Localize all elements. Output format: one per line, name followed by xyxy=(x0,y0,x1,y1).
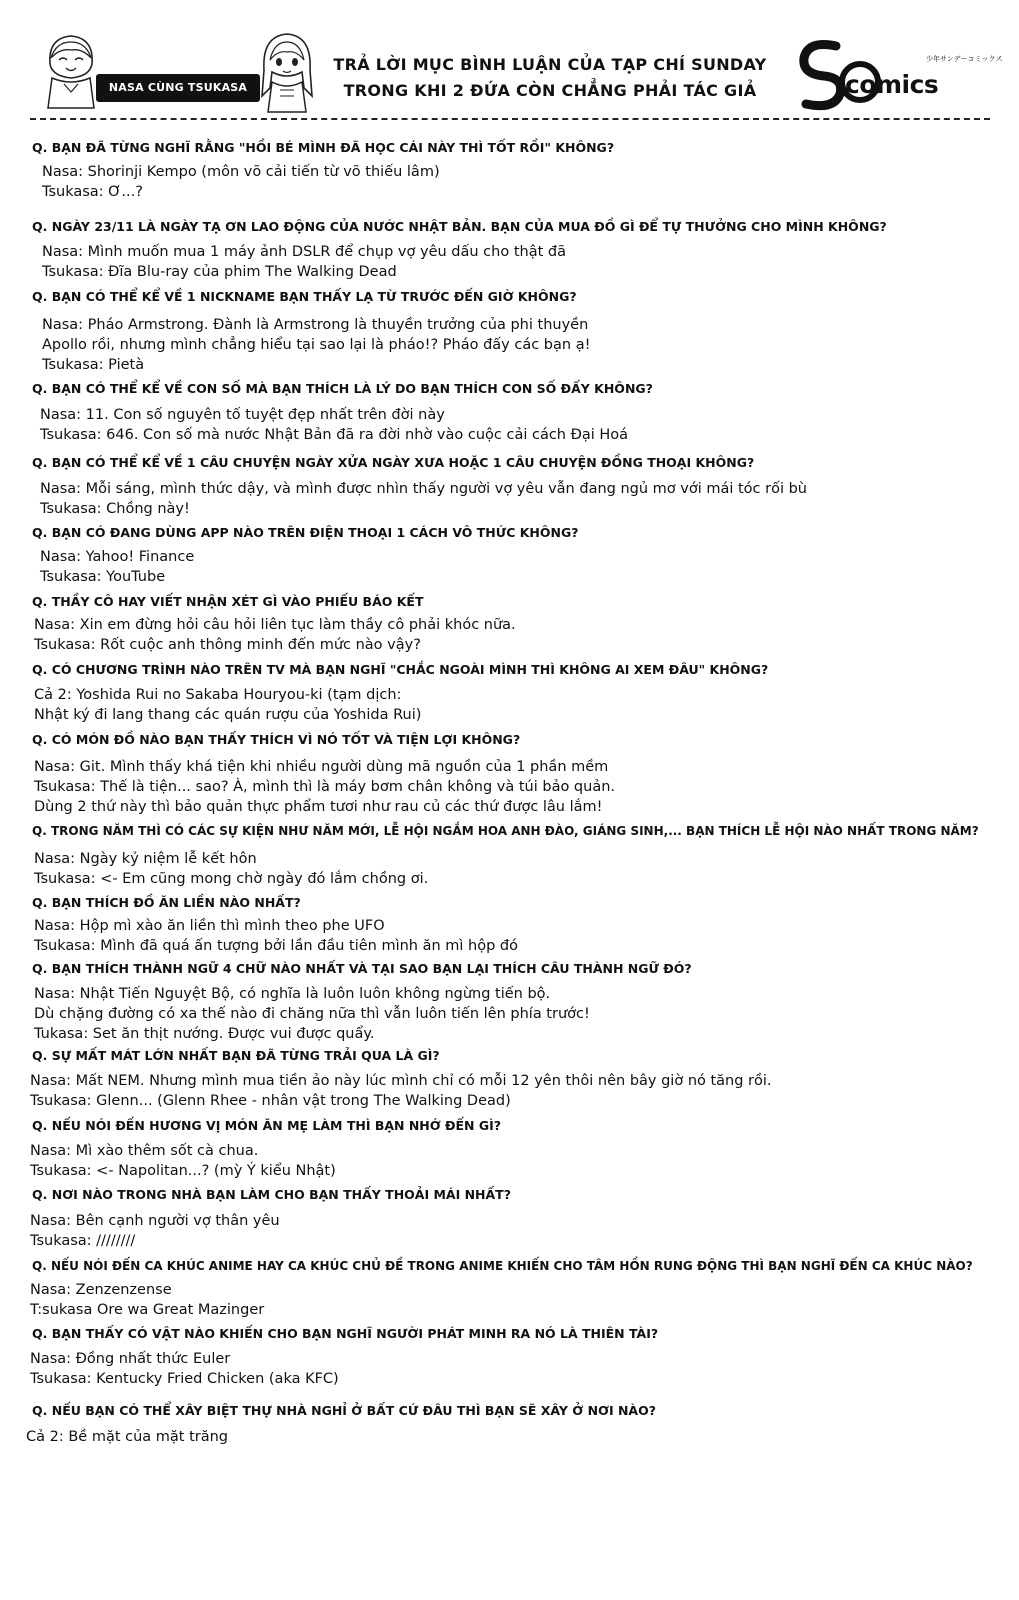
dashed-divider xyxy=(30,118,990,120)
answer-13-line-2: Tsukasa: Glenn... (Glenn Rhee - nhân vật trong The Walking Dead) xyxy=(30,1093,511,1109)
title-line-1: TRẢ LỜI MỤC BÌNH LUẬN CỦA TẠP CHÍ SUNDAY xyxy=(333,55,767,74)
answer-4-line-2: Tsukasa: 646. Con số mà nước Nhật Bản đã ra đời nhờ vào cuộc cải cách Đại Hoá xyxy=(40,427,629,443)
title-line-2: TRONG KHI 2 ĐỨA CÒN CHẲNG PHẢI TÁC GIẢ xyxy=(343,81,757,100)
answer-18-line-1: Cả 2: Bề mặt của mặt trăng xyxy=(26,1429,229,1445)
question-1: Q. BẠN ĐÃ TỪNG NGHĨ RẰNG "HỒI BÉ MÌNH ĐÃ HỌC CÁI NÀY THÌ TỐT RỒI" KHÔNG? xyxy=(32,140,615,155)
answer-2-line-1: Nasa: Mình muốn mua 1 máy ảnh DSLR để chụp vợ yêu dấu cho thật đã xyxy=(42,244,566,260)
page-title xyxy=(330,52,770,104)
answer-6-line-2: Tsukasa: YouTube xyxy=(40,569,166,585)
answer-10-line-2: Tsukasa: <- Em cũng mong chờ ngày đó lắm chồng ơi. xyxy=(34,871,429,887)
answer-15-line-1: Nasa: Bên cạnh người vợ thân yêu xyxy=(30,1213,280,1229)
answer-16-line-1: Nasa: Zenzenzense xyxy=(30,1282,172,1298)
question-7: Q. THẦY CÔ HAY VIẾT NHẬN XÉT GÌ VÀO PHIẾU BÁO KẾT xyxy=(32,594,424,609)
answer-17-line-2: Tsukasa: Kentucky Fried Chicken (aka KFC) xyxy=(30,1371,339,1387)
answer-8-line-1: Cả 2: Yoshida Rui no Sakaba Houryou-ki (tạm dịch: xyxy=(34,687,402,703)
answer-9-line-1: Nasa: Git. Mình thấy khá tiện khi nhiều người dùng mã nguồn của 1 phần mềm xyxy=(34,759,609,775)
answer-12-line-1: Nasa: Nhật Tiến Nguyệt Bộ, có nghĩa là luôn luôn không ngừng tiến bộ. xyxy=(34,986,551,1002)
answer-14-line-1: Nasa: Mì xào thêm sốt cà chua. xyxy=(30,1143,259,1159)
question-12: Q. BẠN THÍCH THÀNH NGỮ 4 CHỮ NÀO NHẤT VÀ TẠI SAO BẠN LẠI THÍCH CÂU THÀNH NGỮ ĐÓ? xyxy=(32,961,692,976)
answer-10-line-1: Nasa: Ngày kỷ niệm lễ kết hôn xyxy=(34,851,257,867)
answer-8-line-2: Nhật ký đi lang thang các quán rượu của Yoshida Rui) xyxy=(34,707,422,723)
page-header xyxy=(0,0,1019,130)
question-2: Q. NGÀY 23/11 LÀ NGÀY TẠ ƠN LAO ĐỘNG CỦA NƯỚC NHẬT BẢN. BẠN CỦA MUA ĐỒ GÌ ĐỂ TỰ THƯỞNG CHO MÌNH KHÔNG? xyxy=(32,219,887,234)
answer-4-line-1: Nasa: 11. Con số nguyên tố tuyệt đẹp nhất trên đời này xyxy=(40,407,445,423)
question-5: Q. BẠN CÓ THỂ KỂ VỀ 1 CÂU CHUYỆN NGÀY XỬA NGÀY XƯA HOẶC 1 CÂU CHUYỆN ĐỒNG THOẠI KHÔNG? xyxy=(32,455,755,470)
tsukasa-chibi-illustration xyxy=(258,30,316,114)
answer-12-line-3: Tukasa: Set ăn thịt nướng. Được vui được quẩy. xyxy=(34,1026,375,1042)
question-16: Q. NẾU NÓI ĐẾN CA KHÚC ANIME HAY CA KHÚC CHỦ ĐỀ TRONG ANIME KHIẾN CHO TÂM HỒN RUNG ĐỘNG THÌ BẠN NGHĨ ĐẾN CA KHÚC NÀO? xyxy=(32,1259,973,1273)
question-4: Q. BẠN CÓ THỂ KỂ VỀ CON SỐ MÀ BẠN THÍCH LÀ LÝ DO BẠN THÍCH CON SỐ ĐẤY KHÔNG? xyxy=(32,381,653,396)
answer-14-line-2: Tsukasa: <- Napolitan...? (mỳ Ý kiểu Nhật) xyxy=(30,1163,336,1179)
answer-17-line-1: Nasa: Đồng nhất thức Euler xyxy=(30,1351,231,1367)
question-17: Q. BẠN THẤY CÓ VẬT NÀO KHIẾN CHO BẠN NGHĨ NGƯỜI PHÁT MINH RA NÓ LÀ THIÊN TÀI? xyxy=(32,1326,659,1341)
logo-wordmark: comics xyxy=(845,70,939,99)
answer-1-line-2: Tsukasa: Ơ...? xyxy=(42,184,143,200)
question-18: Q. NẾU BẠN CÓ THỂ XÂY BIỆT THỰ NHÀ NGHỈ Ở BẤT CỨ ĐÂU THÌ BẠN SẼ XÂY Ở NƠI NÀO? xyxy=(32,1403,656,1418)
answer-5-line-1: Nasa: Mỗi sáng, mình thức dậy, và mình được nhìn thấy người vợ yêu vẫn đang ngủ mơ với mái tóc rối bù xyxy=(40,481,807,497)
answer-6-line-1: Nasa: Yahoo! Finance xyxy=(40,549,195,565)
answer-11-line-2: Tsukasa: Mình đã quá ấn tượng bởi lần đầu tiên mình ăn mì hộp đó xyxy=(34,938,519,954)
logo-tagline: 少年サンデーコミックス xyxy=(926,55,1003,63)
question-13: Q. SỰ MẤT MÁT LỚN NHẤT BẠN ĐÃ TỪNG TRẢI QUA LÀ GÌ? xyxy=(32,1048,440,1063)
answer-7-line-1: Nasa: Xin em đừng hỏi câu hỏi liên tục làm thầy cô phải khóc nữa. xyxy=(34,617,516,633)
answer-1-line-1: Nasa: Shorinji Kempo (môn võ cải tiến từ võ thiếu lâm) xyxy=(42,164,440,180)
answer-3-line-1: Nasa: Pháo Armstrong. Đành là Armstrong là thuyền trưởng của phi thuyền xyxy=(42,317,589,333)
answer-9-line-3: Dùng 2 thứ này thì bảo quản thực phẩm tươi như rau củ các thứ được lâu lắm! xyxy=(34,799,603,815)
question-14: Q. NẾU NÓI ĐẾN HƯƠNG VỊ MÓN ĂN MẸ LÀM THÌ BẠN NHỚ ĐẾN GÌ? xyxy=(32,1118,502,1133)
question-9: Q. CÓ MÓN ĐỒ NÀO BẠN THẤY THÍCH VÌ NÓ TỐT VÀ TIỆN LỢI KHÔNG? xyxy=(32,732,521,747)
answer-3-line-2: Apollo rồi, nhưng mình chẳng hiểu tại sao lại là pháo!? Pháo đấy các bạn ạ! xyxy=(42,337,591,353)
answer-16-line-2: T:sukasa Ore wa Great Mazinger xyxy=(30,1302,265,1318)
answer-9-line-2: Tsukasa: Thế là tiện... sao? À, mình thì là máy bơm chân không và túi bảo quản. xyxy=(34,779,616,795)
answer-13-line-1: Nasa: Mất NEM. Nhưng mình mua tiền ảo này lúc mình chỉ có mỗi 12 yên thôi nên bây giờ nó tăng rồi. xyxy=(30,1073,772,1089)
nasa-chibi-illustration xyxy=(42,30,100,110)
question-8: Q. CÓ CHƯƠNG TRÌNH NÀO TRÊN TV MÀ BẠN NGHĨ "CHẮC NGOÀI MÌNH THÌ KHÔNG AI XEM ĐÂU" KHÔNG? xyxy=(32,662,769,677)
answer-12-line-2: Dù chặng đường có xa thế nào đi chăng nữa thì vẫn luôn tiến lên phía trước! xyxy=(34,1006,590,1022)
answer-15-line-2: Tsukasa: //////// xyxy=(30,1233,136,1249)
answer-2-line-2: Tsukasa: Đĩa Blu-ray của phim The Walking Dead xyxy=(42,264,397,280)
question-3: Q. BẠN CÓ THỂ KỂ VỀ 1 NICKNAME BẠN THẤY LẠ TỪ TRƯỚC ĐẾN GIỜ KHÔNG? xyxy=(32,289,577,304)
caption-badge: NASA CÙNG TSUKASA xyxy=(96,74,260,102)
question-6: Q. BẠN CÓ ĐANG DÙNG APP NÀO TRÊN ĐIỆN THOẠI 1 CÁCH VÔ THỨC KHÔNG? xyxy=(32,525,579,540)
question-15: Q. NƠI NÀO TRONG NHÀ BẠN LÀM CHO BẠN THẤY THOẢI MÁI NHẤT? xyxy=(32,1187,511,1202)
answer-5-line-2: Tsukasa: Chồng này! xyxy=(40,501,190,517)
answer-3-line-3: Tsukasa: Pietà xyxy=(42,357,145,373)
answer-11-line-1: Nasa: Hộp mì xào ăn liền thì mình theo phe UFO xyxy=(34,918,385,934)
question-10: Q. TRONG NĂM THÌ CÓ CÁC SỰ KIỆN NHƯ NĂM MỚI, LỄ HỘI NGẮM HOA ANH ĐÀO, GIÁNG SINH,... BẠN THÍCH LỄ HỘI NÀO NHẤT TRONG NĂM? xyxy=(32,824,979,838)
question-11: Q. BẠN THÍCH ĐỒ ĂN LIỀN NÀO NHẤT? xyxy=(32,895,301,910)
answer-7-line-2: Tsukasa: Rốt cuộc anh thông minh đến mức nào vậy? xyxy=(34,637,421,653)
